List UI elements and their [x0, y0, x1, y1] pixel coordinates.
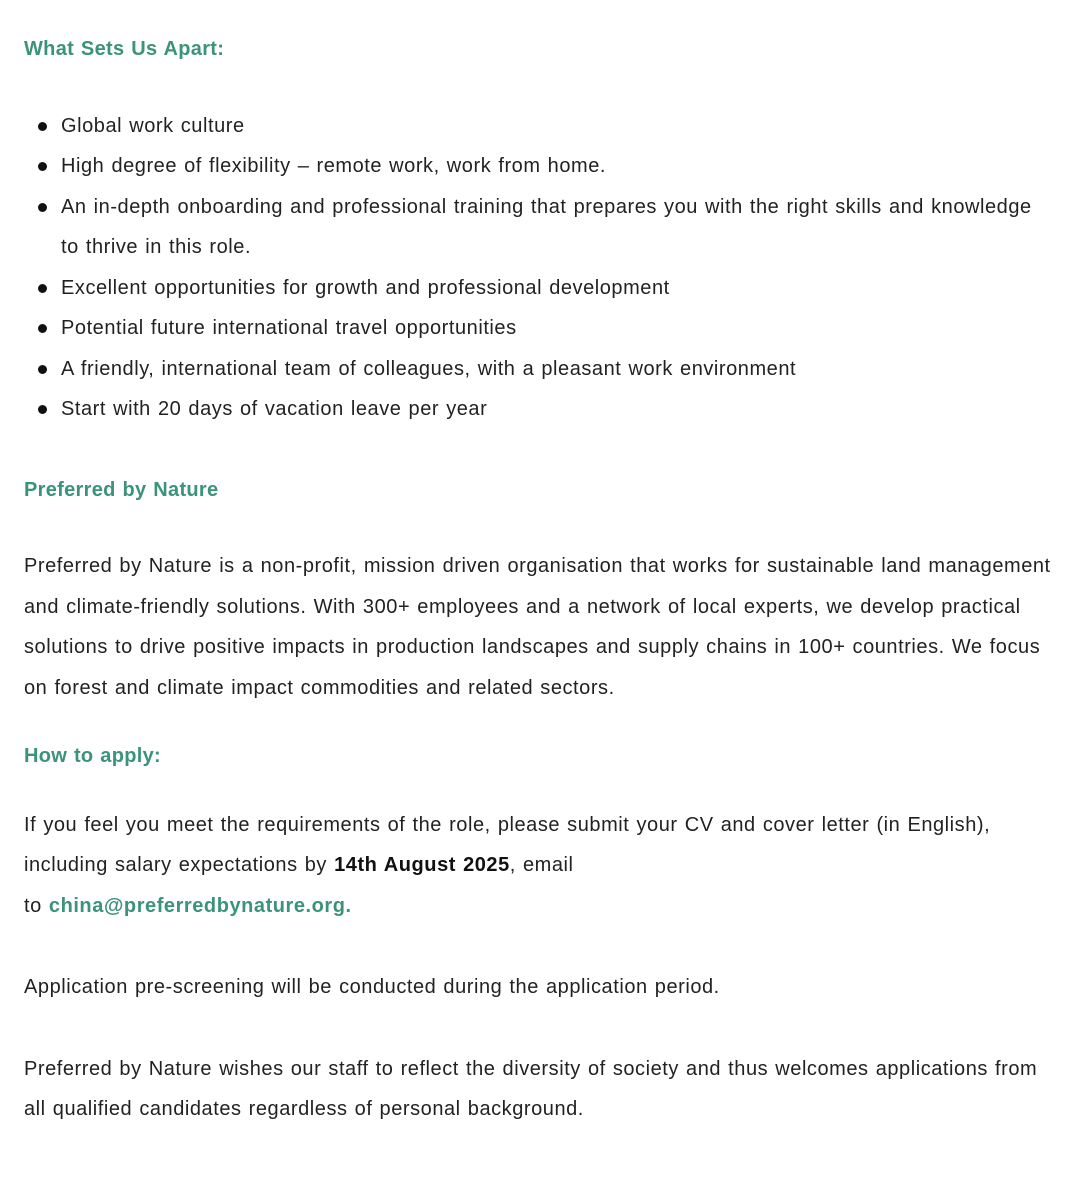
- spacer: [24, 926, 1056, 967]
- bullet-icon: [38, 162, 47, 171]
- bullet-icon: [38, 405, 47, 414]
- section-heading-how-to-apply: How to apply:: [24, 745, 162, 767]
- list-item-text: Excellent opportunities for growth and professional development: [61, 276, 670, 299]
- apply-instructions: [24, 805, 1056, 927]
- list-item: [24, 389, 1056, 430]
- list-item: [24, 268, 1056, 309]
- email-prefix: to: [24, 894, 49, 917]
- application-deadline: 14th August 2025: [334, 854, 510, 876]
- bullet-icon: [38, 203, 47, 212]
- list-item-text: A friendly, international team of colleagues, with a pleasant work environment: [61, 357, 797, 380]
- apply-text-end: , email: [509, 854, 574, 876]
- spacer: [24, 777, 1056, 805]
- diversity-statement: Preferred by Nature wishes our staff to reflect the diversity of society and thus welcomes applications from all qualified candidates regardless of personal background.: [24, 1057, 1038, 1120]
- spacer: [24, 430, 1056, 470]
- spacer: [24, 708, 1056, 736]
- list-item: [24, 308, 1056, 349]
- bullet-icon: [38, 324, 47, 333]
- bullet-icon: [38, 365, 47, 374]
- spacer: [24, 510, 1056, 546]
- list-item-text: High degree of flexibility – remote work, work from home.: [61, 155, 606, 177]
- list-item: [24, 106, 1056, 147]
- organisation-description: Preferred by Nature is a non-profit, mission driven organisation that works for sustainable land management and climate-friendly solutions. With 300+ employees and a network of local experts, we develop practical solutions to drive positive impacts in production landscapes and supply chains in 100+ countries. We focus on forest and climate impact commodities and related sectors.: [24, 555, 1051, 699]
- benefits-list: [24, 106, 1056, 430]
- spacer: [24, 70, 1056, 106]
- spacer: [24, 1008, 1056, 1049]
- bullet-icon: [38, 284, 47, 293]
- list-item-text: Global work culture: [61, 114, 245, 137]
- bullet-icon: [38, 122, 47, 131]
- apply-text-start: If you feel you meet the requirements of the role, please submit your CV and cover letter (in English), including salary expectations by: [24, 813, 991, 876]
- list-item-text: Start with 20 days of vacation leave per year: [61, 398, 488, 420]
- section-heading-organisation: Preferred by Nature: [24, 478, 219, 501]
- prescreening-note: Application pre-screening will be conducted during the application period.: [24, 976, 720, 998]
- list-item-text: An in-depth onboarding and professional training that prepares you with the right skills and knowledge to thrive in this role.: [61, 195, 1032, 258]
- list-item: [24, 146, 1056, 187]
- section-heading-apart: What Sets Us Apart:: [24, 38, 225, 60]
- list-item-text: Potential future international travel opportunities: [61, 317, 517, 339]
- email-link[interactable]: china@preferredbynature.org.: [48, 894, 352, 917]
- list-item: [24, 187, 1056, 268]
- list-item: [24, 349, 1056, 390]
